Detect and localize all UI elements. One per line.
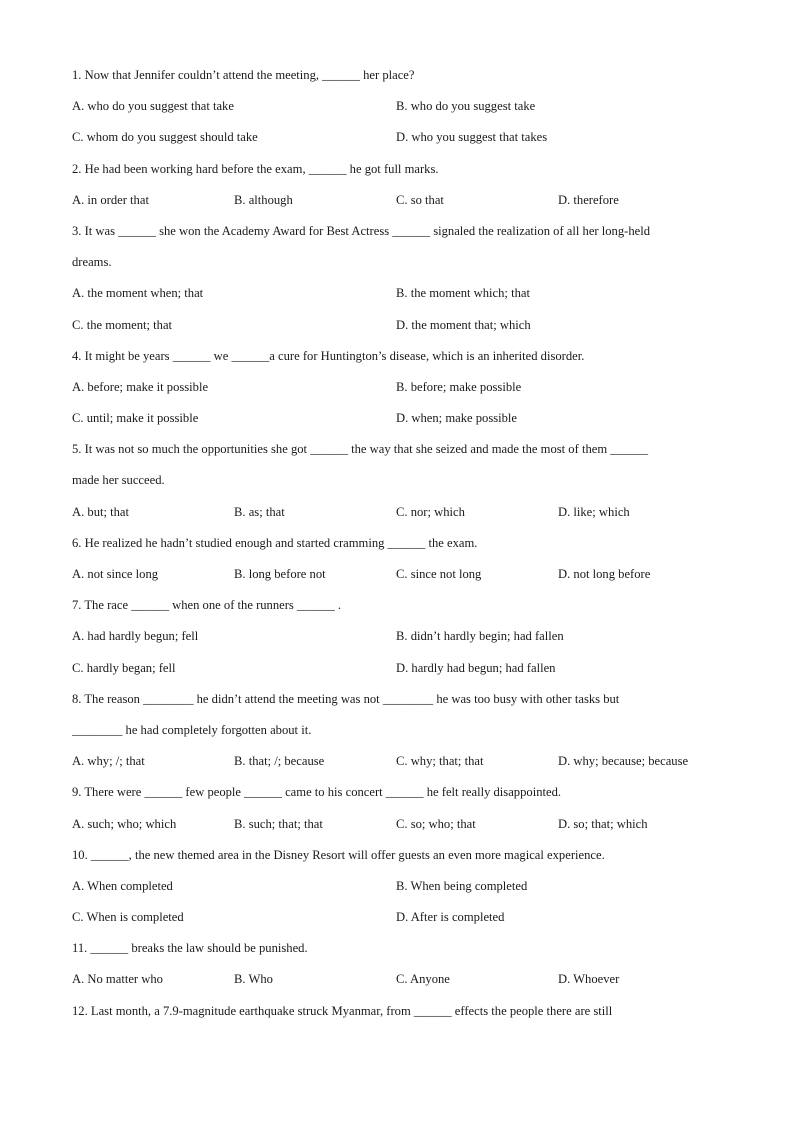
question-10 xyxy=(72,847,732,941)
option-row xyxy=(72,317,732,348)
question-4 xyxy=(72,348,732,442)
option-row xyxy=(72,129,732,160)
option-c: C. so that xyxy=(396,192,444,207)
option-row xyxy=(72,504,732,535)
question-stem: 2. He had been working hard before the exam, ______ he got full marks. xyxy=(72,161,439,176)
question-stem: 12. Last month, a 7.9-magnitude earthquake struck Myanmar, from ______ effects the people there are still xyxy=(72,1003,613,1018)
option-d: D. like; which xyxy=(558,504,630,519)
option-row xyxy=(72,909,732,940)
option-c: C. whom do you suggest should take xyxy=(72,130,258,145)
option-d: D. not long before xyxy=(558,567,651,581)
question-6 xyxy=(72,535,732,597)
option-a: A. the moment when; that xyxy=(72,286,204,301)
option-a: A. before; make it possible xyxy=(72,379,209,394)
option-row xyxy=(72,753,732,784)
option-d: D. therefore xyxy=(558,192,619,207)
option-d: D. hardly had begun; had fallen xyxy=(396,660,556,675)
option-c: C. since not long xyxy=(396,567,482,581)
option-b: B. who do you suggest take xyxy=(396,99,536,114)
option-row xyxy=(72,410,732,441)
option-a: A. not since long xyxy=(72,567,159,581)
question-1 xyxy=(72,67,732,161)
question-stem: 5. It was not so much the opportunities she got ______ the way that she seized and made the most of them ______ xyxy=(72,442,649,457)
option-d: D. so; that; which xyxy=(558,816,648,831)
option-c: C. nor; which xyxy=(396,504,465,519)
question-stem: made her succeed. xyxy=(72,473,165,488)
question-8 xyxy=(72,691,732,785)
question-stem: 9. There were ______ few people ______ came to his concert ______ he felt really disappointed. xyxy=(72,785,562,800)
option-c: C. When is completed xyxy=(72,910,184,925)
question-stem: 6. He realized he hadn’t studied enough and started cramming ______ the exam. xyxy=(72,535,478,550)
option-row xyxy=(72,816,732,847)
option-b: B. When being completed xyxy=(396,878,528,893)
option-row xyxy=(72,98,732,129)
option-b: B. Who xyxy=(234,972,273,987)
option-row xyxy=(72,628,732,659)
option-c: C. why; that; that xyxy=(396,754,484,769)
option-row xyxy=(72,878,732,909)
option-row xyxy=(72,379,732,410)
option-b: B. as; that xyxy=(234,504,285,519)
option-b: B. that; /; because xyxy=(234,754,325,769)
option-b: B. such; that; that xyxy=(234,816,323,831)
option-a: A. but; that xyxy=(72,504,130,519)
option-b: B. the moment which; that xyxy=(396,286,530,301)
question-stem: 7. The race ______ when one of the runners ______ . xyxy=(72,598,342,613)
question-stem: 8. The reason ________ he didn’t attend the meeting was not ________ he was too busy with other tasks but xyxy=(72,691,620,706)
option-a: A. why; /; that xyxy=(72,754,145,769)
option-row xyxy=(72,971,732,1002)
option-b: B. didn’t hardly begin; had fallen xyxy=(396,629,564,644)
option-row xyxy=(72,566,732,597)
question-stem: 11. ______ breaks the law should be punished. xyxy=(72,941,308,956)
option-d: D. the moment that; which xyxy=(396,317,531,332)
question-stem: 10. ______, the new themed area in the Disney Resort will offer guests an even more magical experience. xyxy=(72,847,605,862)
option-a: A. who do you suggest that take xyxy=(72,99,234,114)
question-stem: ________ he had completely forgotten about it. xyxy=(72,722,312,737)
option-b: B. before; make possible xyxy=(396,379,522,394)
option-c: C. so; who; that xyxy=(396,816,476,831)
option-d: D. who you suggest that takes xyxy=(396,130,548,145)
option-row xyxy=(72,192,732,223)
option-c: C. until; make it possible xyxy=(72,411,199,426)
option-row xyxy=(72,660,732,691)
option-c: C. hardly began; fell xyxy=(72,660,176,675)
option-a: A. No matter who xyxy=(72,972,163,987)
question-5 xyxy=(72,441,732,535)
question-9 xyxy=(72,784,732,846)
option-a: A. such; who; which xyxy=(72,816,177,831)
option-b: B. although xyxy=(234,192,293,207)
option-c: C. the moment; that xyxy=(72,317,173,332)
option-d: D. After is completed xyxy=(396,910,505,925)
option-c: C. Anyone xyxy=(396,972,450,987)
option-a: A. had hardly begun; fell xyxy=(72,629,199,644)
question-11 xyxy=(72,940,732,1002)
question-12 xyxy=(72,1003,732,1034)
option-a: A. in order that xyxy=(72,192,149,207)
option-d: D. why; because; because xyxy=(558,754,689,769)
question-stem: 3. It was ______ she won the Academy Award for Best Actress ______ signaled the realization of all her long-held xyxy=(72,223,651,238)
question-stem: 4. It might be years ______ we ______a cure for Huntington’s disease, which is an inherited disorder. xyxy=(72,348,585,363)
option-b: B. long before not xyxy=(234,567,326,581)
question-stem: 1. Now that Jennifer couldn’t attend the meeting, ______ her place? xyxy=(72,68,415,82)
option-d: D. when; make possible xyxy=(396,411,518,426)
question-stem: dreams. xyxy=(72,255,112,270)
question-3 xyxy=(72,223,732,348)
question-7 xyxy=(72,597,732,691)
question-list xyxy=(72,67,732,1034)
option-row xyxy=(72,285,732,316)
question-2 xyxy=(72,161,732,223)
option-a: A. When completed xyxy=(72,878,173,893)
option-d: D. Whoever xyxy=(558,972,620,987)
